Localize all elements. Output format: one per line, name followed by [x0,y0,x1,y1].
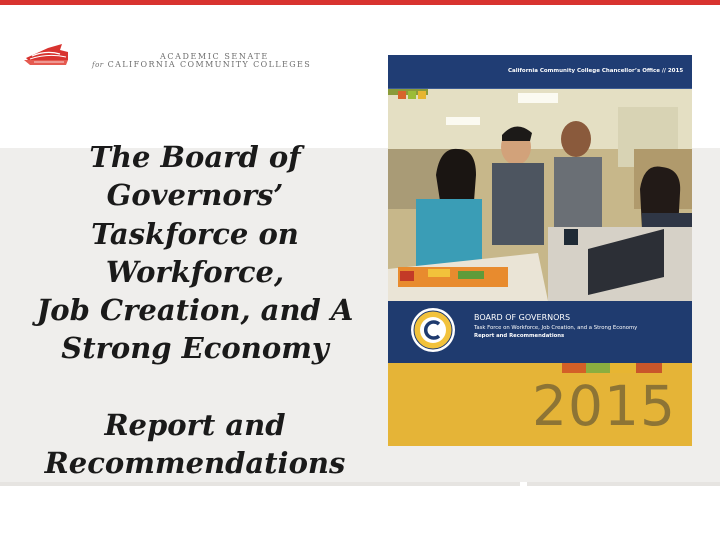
report-cover-image [388,55,692,446]
title-line: Workforce, [105,254,285,289]
red-building-logo-icon [22,38,70,70]
band-divider-right [527,482,720,486]
title-line: The Board of [89,140,301,174]
subtitle-line: Report and [104,407,286,442]
subtitle-line: Recommendations [44,446,346,481]
org-name-line2 [92,60,311,69]
cover-color-stripes [562,363,662,373]
cover-year: 2015 [532,374,676,438]
title-line: Strong Economy [61,331,329,366]
band-divider-left [0,482,520,486]
cover-report-label: Report and Recommendations [474,333,565,339]
title-line: Job Creation, and A [36,293,354,328]
students-robotics-photo [388,89,692,301]
title-line: Governors’ [106,178,284,213]
college-seal-icon [410,307,456,353]
top-accent-bar [0,0,720,5]
slide-title [20,138,370,482]
title-line: Taskforce on [91,216,299,251]
cover-header-text: California Community College Chancellor’s Office // 2015 [508,68,684,74]
academic-senate-logo [22,38,322,74]
org-name-line1: ACADEMIC SENATE [160,52,269,61]
cover-board-subtitle: Task Force on Workforce, Job Creation, and a Strong Economy [474,325,638,331]
org-name-main: CALIFORNIA COMMUNITY COLLEGES [107,60,312,69]
cover-board-title: BOARD OF GOVERNORS [474,313,571,322]
org-name-prefix: for [92,61,104,69]
